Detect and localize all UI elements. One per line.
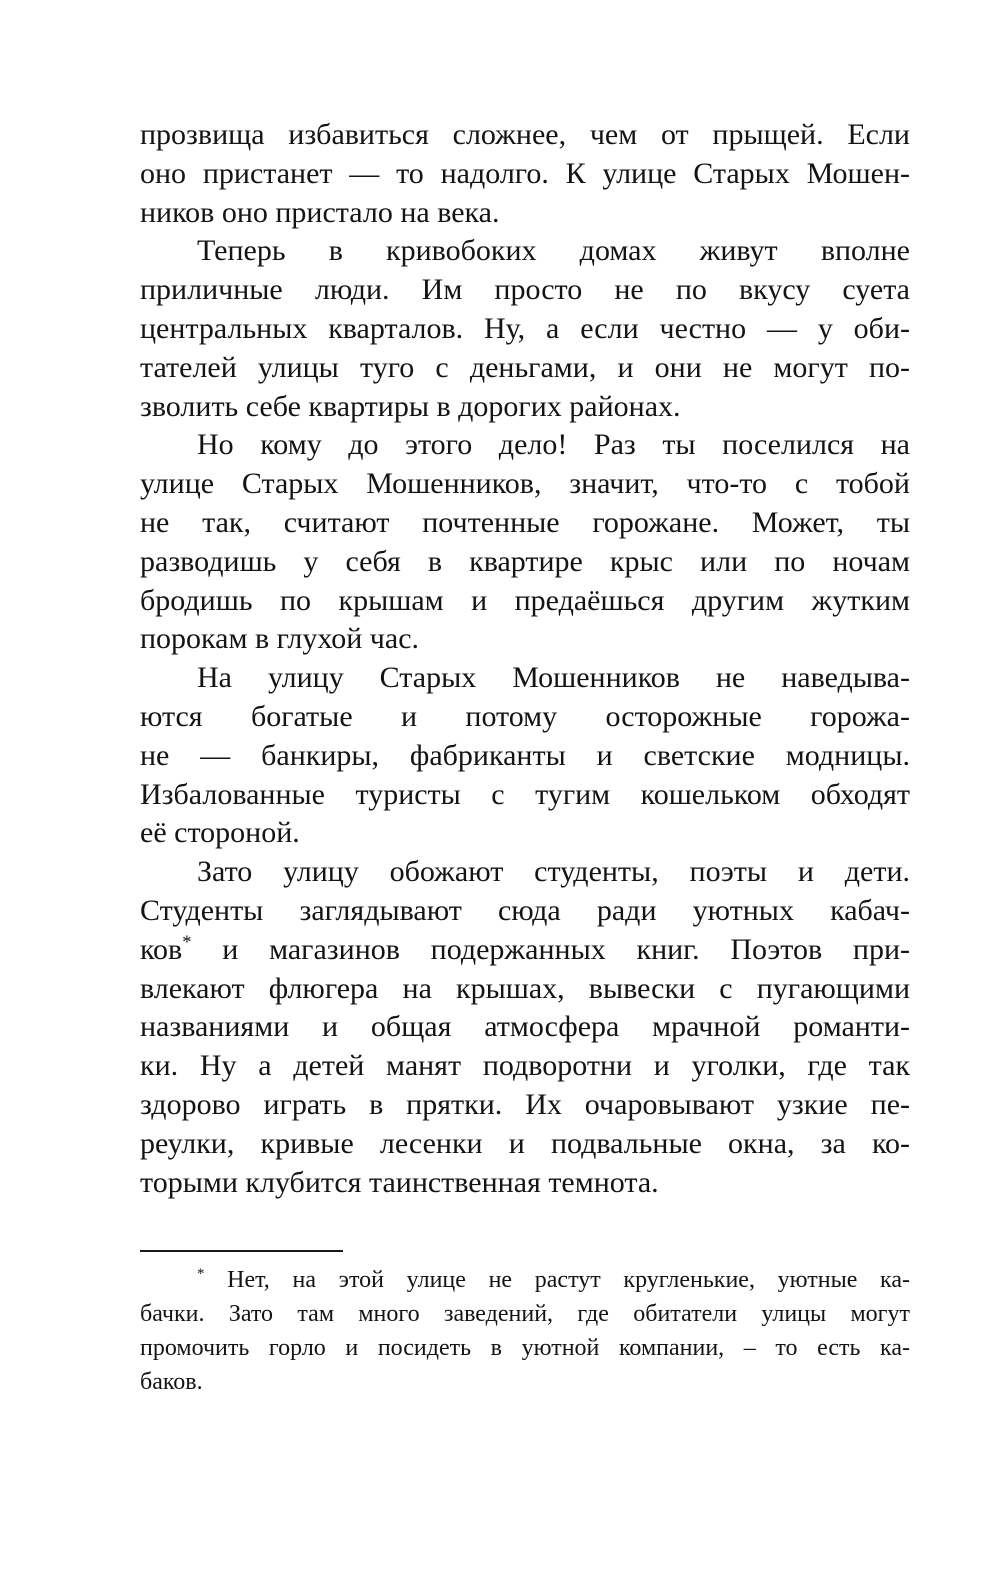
text-line: влекают флюгера на крышах, вывески с пугающими — [140, 971, 910, 1005]
text-line: торыми клубится таинственная темнота. — [140, 1165, 659, 1199]
footnote-marker: * — [182, 931, 192, 953]
text-line: прозвища избавиться сложнее, чем от прыщей. Если — [140, 118, 910, 151]
body-text — [140, 116, 910, 1202]
text-line: не так, считают почтенные горожане. Может, ты — [140, 505, 910, 539]
text-line: зволить себе квартиры в дорогих районах. — [140, 389, 681, 423]
text-line: ются богатые и потому осторожные горожа- — [140, 699, 910, 733]
text-line: * Нет, на этой улице не растут кругленькие, уютные ка- — [197, 1266, 910, 1293]
text-line: её стороной. — [140, 816, 300, 850]
text-line: ников оно пристало на века. — [140, 195, 500, 229]
text-line: центральных кварталов. Ну, а если честно — у оби- — [140, 311, 910, 345]
text-line: не — банкиры, фабриканты и светские модницы. — [140, 738, 910, 772]
text-line: Но кому до этого дело! Раз ты поселился на — [197, 428, 910, 462]
text-line: На улицу Старых Мошенников не наведыва- — [197, 661, 910, 695]
footnote-marker: * — [197, 1266, 205, 1282]
text-line: бачки. Зато там много заведений, где обитатели улицы могут — [140, 1301, 910, 1327]
text-line: Студенты заглядывают сюда ради уютных кабач- — [140, 893, 910, 927]
text-line: Избалованные туристы с тугим кошельком обходят — [140, 777, 910, 811]
text-line: улице Старых Мошенников, значит, что-то с тобой — [140, 467, 910, 501]
text-line: ков* и магазинов подержанных книг. Поэтов при- — [140, 931, 910, 966]
text-line: приличные люди. Им просто не по вкусу суета — [140, 273, 910, 307]
text-line: реулки, кривые лесенки и подвальные окна, за ко- — [140, 1126, 910, 1160]
text-line: бродишь по крышам и предаёшься другим жутким — [140, 583, 910, 617]
text-line: здорово играть в прятки. Их очаровывают узкие пе- — [140, 1087, 910, 1121]
footnote — [140, 1263, 910, 1399]
text-line: порокам в глухой час. — [140, 622, 420, 656]
text-line: тателей улицы туго с деньгами, и они не могут по- — [140, 350, 910, 384]
text-line: ки. Ну а детей манят подворотни и уголки, где так — [140, 1049, 910, 1083]
footnote-divider — [140, 1250, 343, 1252]
text-line: разводишь у себя в квартире крыс или по ночам — [140, 544, 910, 578]
text-line: названиями и общая атмосфера мрачной романти- — [140, 1010, 910, 1044]
text-line: Зато улицу обожают студенты, поэты и дети. — [197, 855, 910, 889]
text-line: баков. — [140, 1369, 203, 1395]
text-line: оно пристанет — то надолго. К улице Старых Мошен- — [140, 156, 910, 190]
text-line: Теперь в кривобоких домах живут вполне — [197, 234, 910, 268]
text-line: промочить горло и посидеть в уютной компании, – то есть ка- — [140, 1335, 910, 1361]
